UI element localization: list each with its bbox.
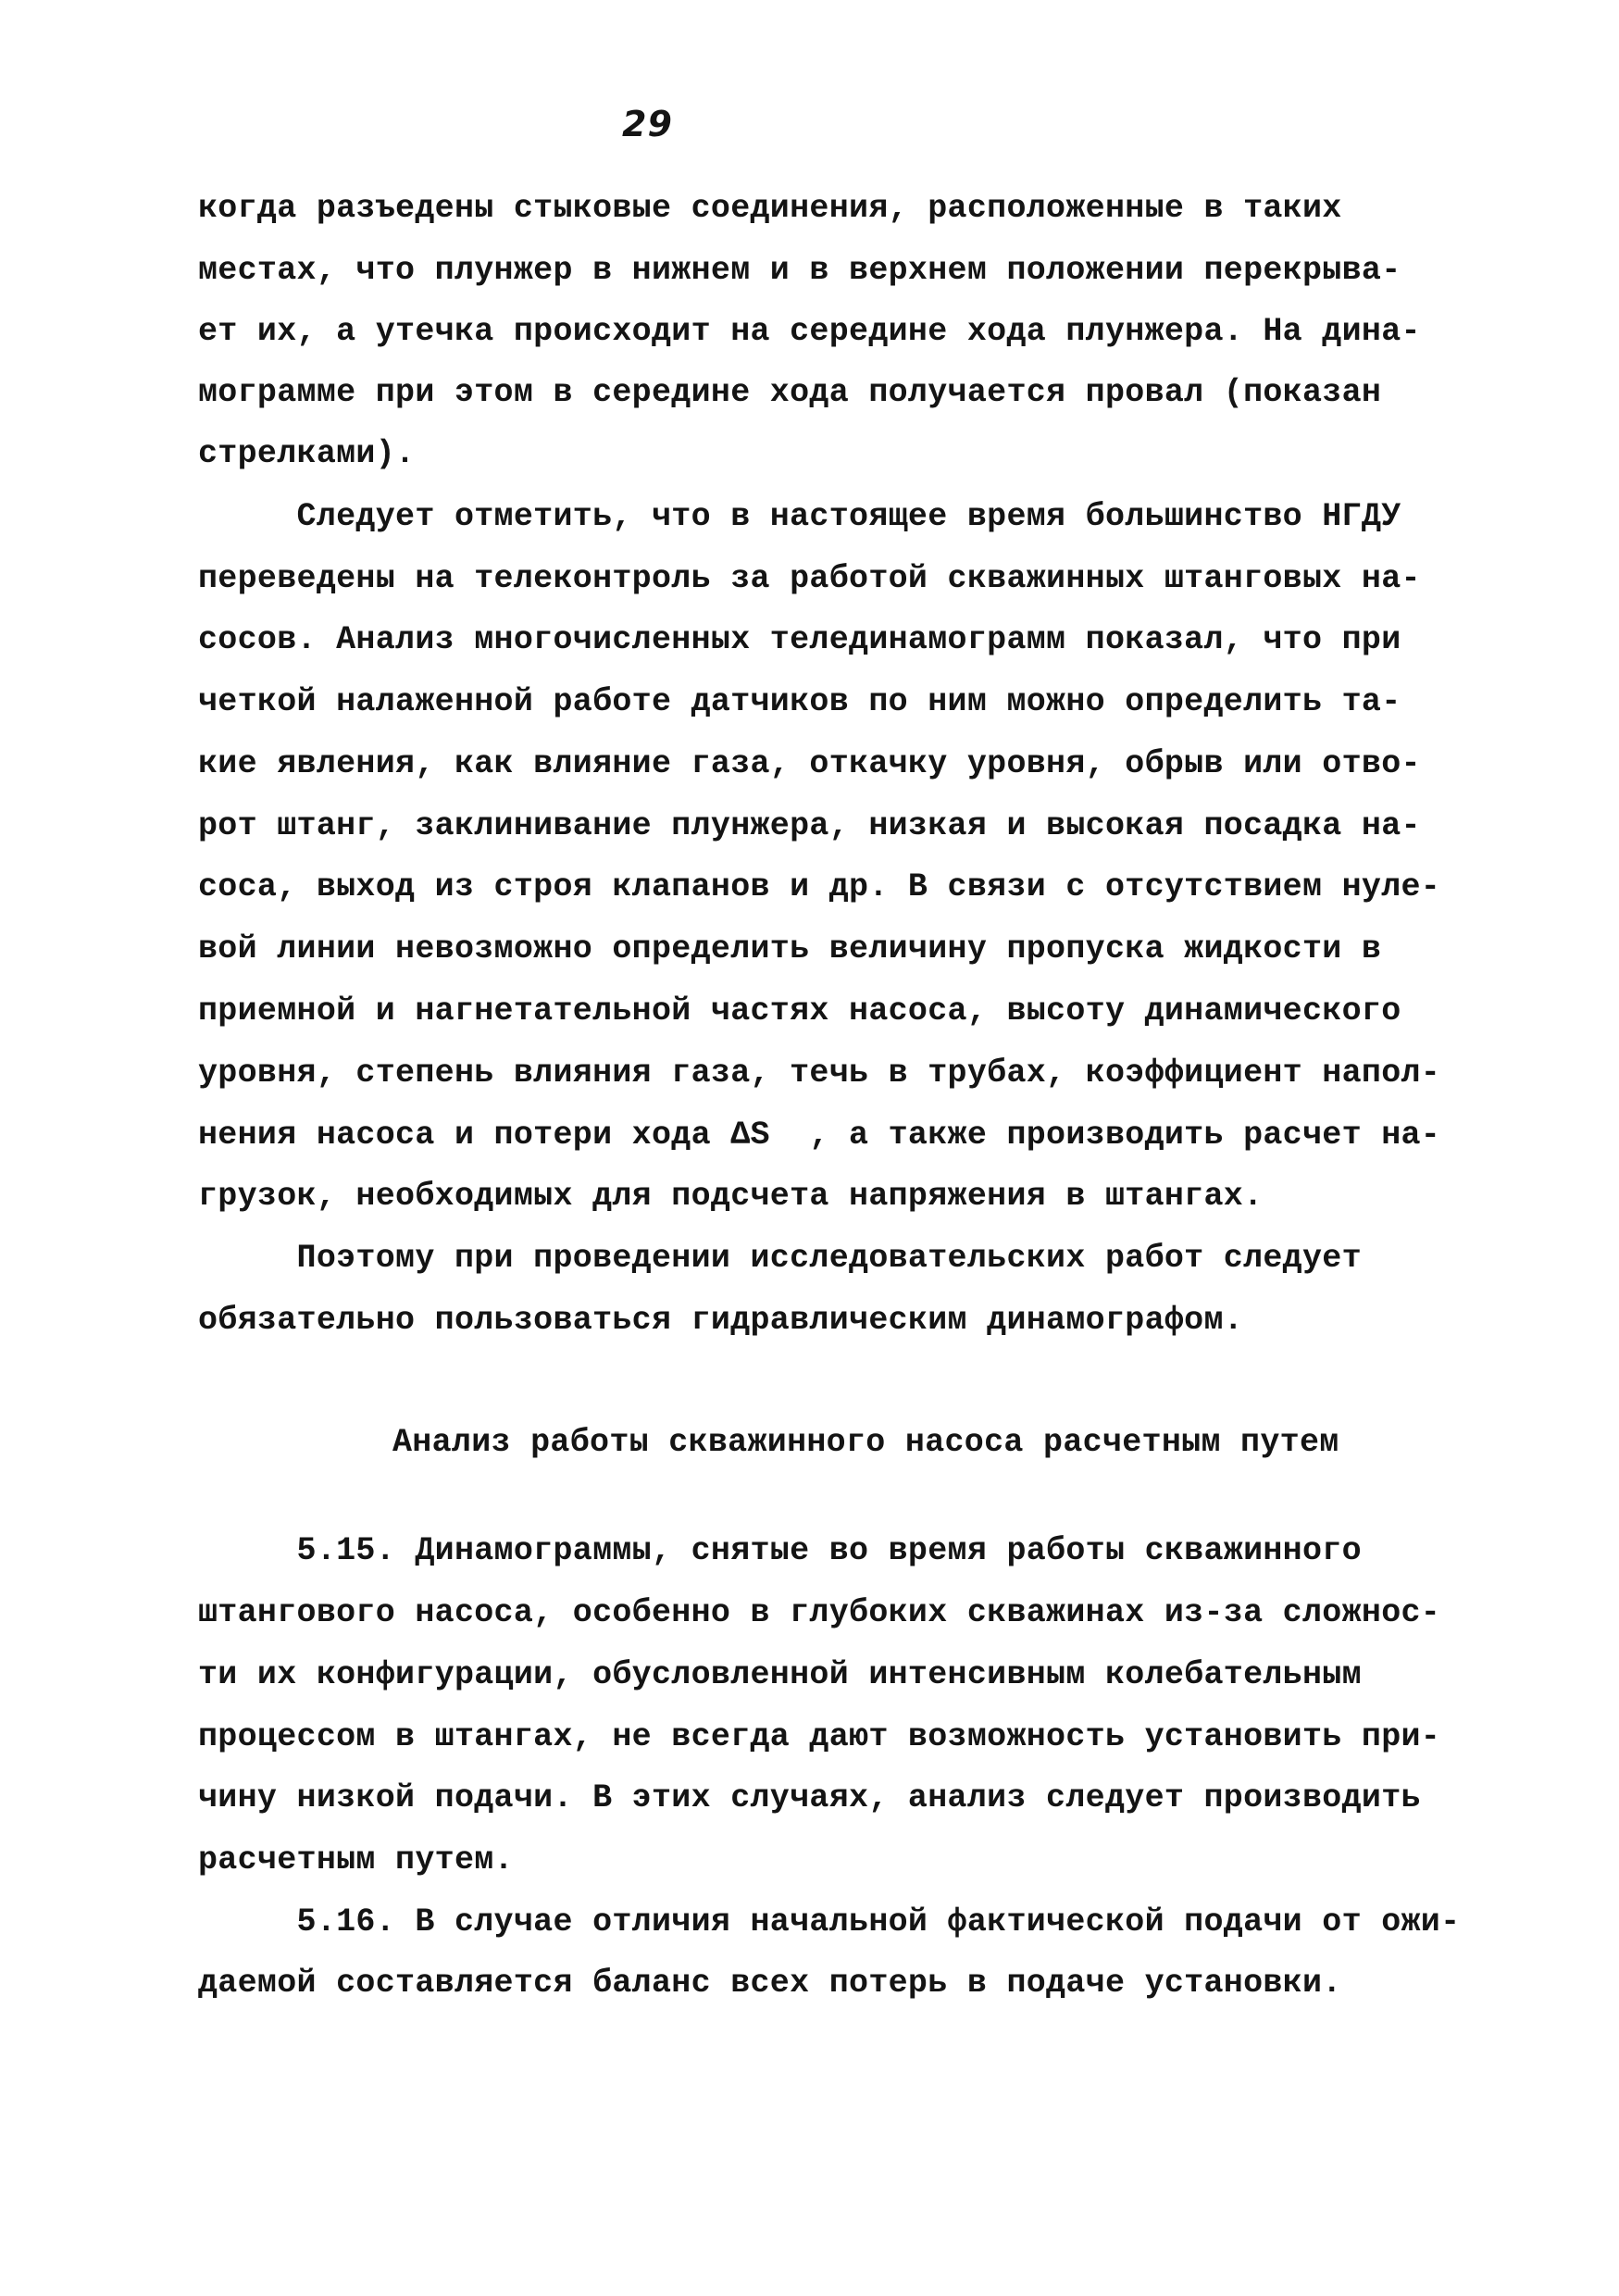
text-line: даемой составляется баланс всех потерь в подаче установки. xyxy=(198,1965,1342,2002)
text-line: грузок, необходимых для подсчета напряжения в штангах. xyxy=(198,1178,1264,1215)
text-line: процессом в штангах, не всегда дают возможность установить при- xyxy=(198,1718,1441,1755)
text-line: когда разъедены стыковые соединения, расположенные в таких xyxy=(198,190,1342,227)
text-line: чину низкой подачи. В этих случаях, анализ следует производить xyxy=(198,1779,1421,1816)
text-line: нения насоса и потери хода ΔS , а также производить расчет на- xyxy=(198,1117,1441,1154)
text-line: стрелками). xyxy=(198,435,416,472)
text-line: местах, что плунжер в нижнем и в верхнем положении перекрыва- xyxy=(198,252,1401,289)
text-line: штангового насоса, особенно в глубоких скважинах из-за сложнос- xyxy=(198,1594,1441,1631)
text-line: 5.15. Динамограммы, снятые во время работы скважинного xyxy=(198,1532,1362,1569)
text-line: сосов. Анализ многочисленных телединамограмм показал, что при xyxy=(198,621,1401,658)
text-line: соса, выход из строя клапанов и др. В связи с отсутствием нуле- xyxy=(198,868,1441,905)
section-heading: Анализ работы скважинного насоса расчетным путем xyxy=(392,1424,1339,1461)
text-line: 5.16. В случае отличия начальной фактической подачи от ожи- xyxy=(198,1903,1461,1940)
text-line: четкой налаженной работе датчиков по ним можно определить та- xyxy=(198,683,1401,720)
text-line: уровня, степень влияния газа, течь в трубах, коэффициент напол- xyxy=(198,1054,1441,1092)
page-number: 29 xyxy=(622,104,673,144)
text-line: вой линии невозможно определить величину пропуска жидкости в xyxy=(198,930,1382,967)
text-line: приемной и нагнетательной частях насоса, высоту динамического xyxy=(198,992,1401,1029)
text-line: Поэтому при проведении исследовательских работ следует xyxy=(198,1240,1362,1277)
text-line: обязательно пользоваться гидравлическим динамографом. xyxy=(198,1302,1244,1339)
text-line: расчетным путем. xyxy=(198,1841,514,1878)
text-line: мограмме при этом в середине хода получается провал (показан xyxy=(198,374,1382,411)
text-line: кие явления, как влияние газа, откачку уровня, обрыв или отво- xyxy=(198,745,1421,782)
text-line: Следует отметить, что в настоящее время большинство НГДУ xyxy=(198,498,1401,535)
text-line: ет их, а утечка происходит на середине хода плунжера. На дина- xyxy=(198,313,1421,350)
text-line: рот штанг, заклинивание плунжера, низкая и высокая посадка на- xyxy=(198,807,1421,844)
text-line: переведены на телеконтроль за работой скважинных штанговых на- xyxy=(198,560,1421,597)
text-line: ти их конфигурации, обусловленной интенсивным колебательным xyxy=(198,1656,1362,1693)
